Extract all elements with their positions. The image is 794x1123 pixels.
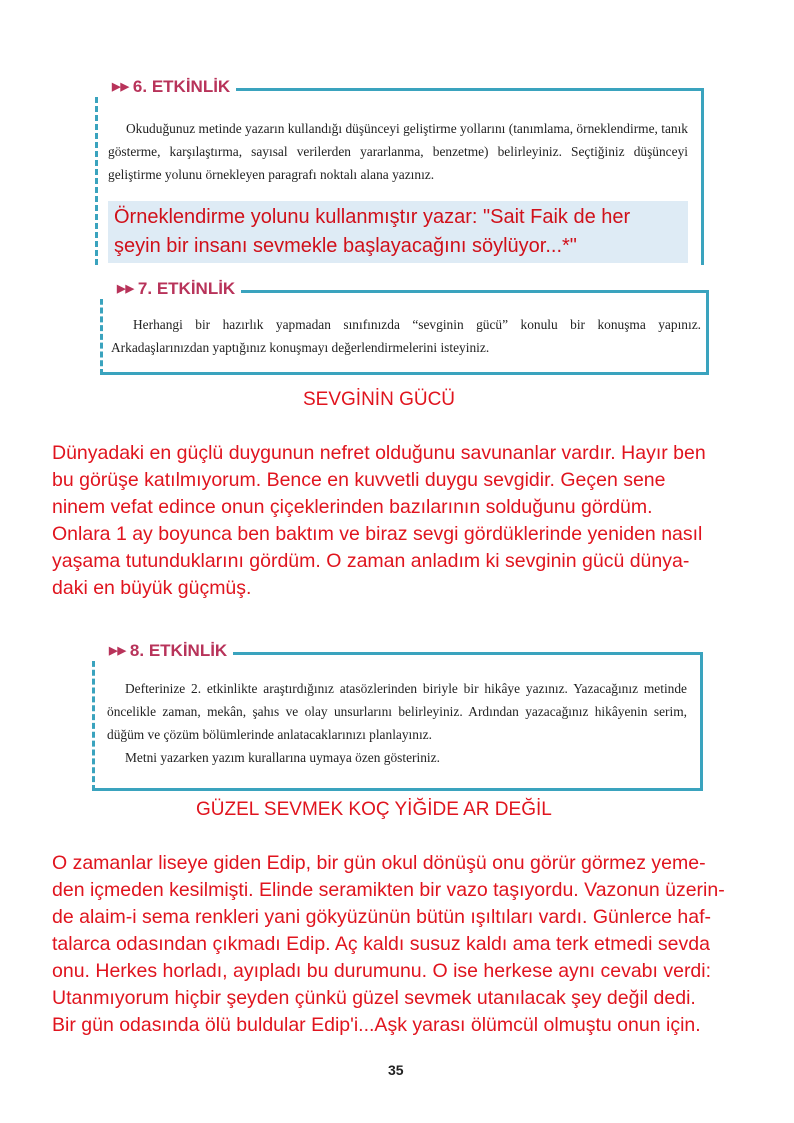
page-number: 35: [388, 1062, 404, 1078]
activity-7-box: [100, 279, 709, 375]
double-arrow-icon: ▶▶: [112, 81, 129, 93]
activity-6-instructions: Okuduğunuz metinde yazarın kullandığı düşünceyi geliştirme yollarını (tanımlama, örneklendirme, tanık gösterme, karşılaştırma, sayısal verilerden yararlanma, benzetme) belirleyiniz. Seçtiğiniz düşünceyi geliştirme yolunu örnekleyen paragrafı noktalı alana yazınız.: [108, 121, 688, 182]
essay-line: Utanmıyorum hiçbir şeyden çünkü güzel sevmek utanılacak şey değil dedi.: [52, 987, 696, 1009]
heading-text: 6. ETKİNLİK: [132, 77, 231, 96]
essay-line: Dünyadaki en güçlü duygunun nefret olduğunu savunanlar vardır. Hayır ben: [52, 442, 706, 464]
activity-8-instructions: Defterinize 2. etkinlikte araştırdığınız atasözlerinden biriyle bir hikâye yazınız. Yazacağınız metinde öncelikle zaman, mekân, şahıs ve olay unsurlarını belirleyiniz. Ardından yazacağınız hikâyenin serim, düğüm ve çözüm bölümlerinde anlatacaklarınızı planlayınız.: [107, 681, 687, 742]
essay-line: de alaim-i sema renkleri yani gökyüzünün bütün ışıltıları vardı. Günlerce haf-: [52, 906, 711, 928]
essay-line: daki en büyük güçmüş.: [52, 577, 252, 599]
activity-6-box: [95, 77, 704, 265]
essay-line: Onlara 1 ay boyunca ben baktım ve biraz sevgi gördüklerinde yeniden nasıl: [52, 523, 703, 545]
activity-8-instructions-2: Metni yazarken yazım kurallarına uymaya özen gösteriniz.: [125, 750, 440, 765]
essay-2-body: [52, 850, 725, 1039]
essay-1-title: SEVGİNİN GÜCÜ: [303, 389, 456, 410]
essay-line: Bir gün odasında ölü buldular Edip'i...Aşk yarası ölümcül olmuştu onun için.: [52, 1014, 701, 1036]
essay-line: bu görüşe katılmıyorum. Bence en kuvvetli duygu sevgidir. Geçen sene: [52, 469, 666, 491]
essay-line: O zamanlar liseye giden Edip, bir gün okul dönüşü onu görür görmez yeme-: [52, 852, 706, 874]
essay-line: den içmeden kesilmişti. Elinde seramikten bir vazo taşıyordu. Vazonun üzerin-: [52, 879, 725, 901]
essay-1-body: [52, 440, 706, 602]
activity-6-heading: [94, 77, 236, 97]
essay-line: talarca odasından çıkmadı Edip. Aç kaldı susuz kaldı ama terk etmedi sevda: [52, 933, 710, 955]
essay-line: onu. Herkes horladı, ayıpladı bu durumunu. O ise herkese aynı cevabı verdi:: [52, 960, 712, 982]
heading-text: 8. ETKİNLİK: [129, 641, 228, 660]
double-arrow-icon: ▶▶: [117, 283, 134, 295]
essay-line: ninem vefat edince onun çiçeklerinden bazılarının solduğunu gördüm.: [52, 496, 653, 518]
activity-6-answer: Örneklendirme yolunu kullanmıştır yazar: "Sait Faik de her şeyin bir insanı sevmekle başlayacağını söylüyor...*": [108, 201, 688, 263]
activity-7-heading: [99, 279, 241, 299]
essay-line: yaşama tutunduklarını gördüm. O zaman anladım ki sevginin gücü dünya-: [52, 550, 690, 572]
activity-8-heading: [91, 641, 233, 661]
activity-8-box: [92, 641, 703, 791]
activity-7-instructions: Herhangi bir hazırlık yapmadan sınıfınızda “sevginin gücü” konulu bir konuşma yapınız. Arkadaşlarınızdan yaptığınız konuşmayı değerlendirmelerini isteyiniz.: [111, 317, 701, 355]
heading-text: 7. ETKİNLİK: [137, 279, 236, 298]
essay-2-title: GÜZEL SEVMEK KOÇ YİĞİDE AR DEĞİL: [196, 799, 552, 820]
double-arrow-icon: ▶▶: [109, 645, 126, 657]
